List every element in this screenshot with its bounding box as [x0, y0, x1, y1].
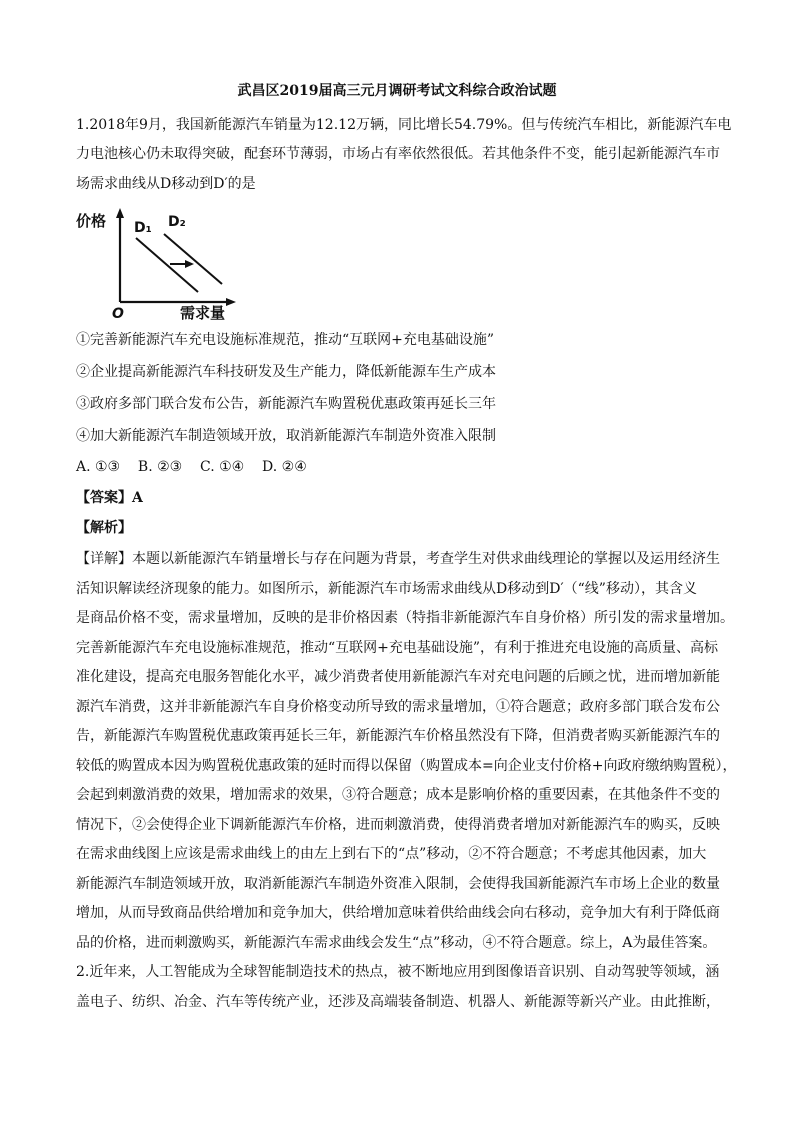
explanation-line: 告，新能源汽车购置税优惠政策再延长三年，新能源汽车价格虽然没有下降，但消费者购买新能源汽车的 — [76, 728, 720, 744]
explanation-line: 较低的购置成本因为购置税优惠政策的延时而得以保留（购置成本=向企业支付价格+向政府缴纳购置税）， — [76, 757, 737, 774]
analysis-label: 【解析】 — [76, 520, 132, 536]
y-axis-label: 价格 — [76, 212, 107, 230]
shift-arrow-head — [185, 260, 194, 268]
question-1-line-2: 力电池核心仍未取得突破，配套环节薄弱，市场占有率依然很低。若其他条件不变，能引起新能源汽车市 — [76, 146, 720, 162]
demand-curve-graph — [76, 206, 246, 321]
explanation-line: 会起到刺激消费的效果，增加需求的效果，③符合题意；成本是影响价格的重要因素，在其他条件不变的 — [76, 787, 720, 803]
curve-d2 — [164, 234, 222, 284]
curve-d1-label: D₁ — [134, 220, 152, 236]
curve-d2-label: D₂ — [168, 214, 186, 230]
option-1: ①完善新能源汽车充电设施标准规范，推动“互联网+充电基础设施” — [76, 332, 495, 348]
question-1-line-1: 1.2018年9月，我国新能源汽车销量为12.12万辆，同比增长54.79%。但与传统汽车相比，新能源汽车电 — [76, 117, 732, 133]
explanation-line: 【详解】本题以新能源汽车销量增长与存在问题为背景，考查学生对供求曲线理论的掌握以及运用经济生 — [76, 551, 720, 567]
explanation-line: 活知识解读经济现象的能力。如图所示，新能源汽车市场需求曲线从D移动到D′（“线”移动），其含义 — [76, 580, 697, 597]
answer-choices: A. ①③ B. ②③ C. ①④ D. ②④ — [76, 459, 307, 475]
explanation-line: 新能源汽车制造领域开放，取消新能源汽车制造外资准入限制，会使得我国新能源汽车市场上企业的数量 — [76, 875, 720, 892]
option-4: ④加大新能源汽车制造领域开放，取消新能源汽车制造外资准入限制 — [76, 428, 496, 444]
answer-label: 【答案】A — [76, 490, 143, 506]
option-3: ③政府多部门联合发布公告，新能源汽车购置税优惠政策再延长三年 — [76, 396, 496, 412]
document-title: 武昌区2019届高三元月调研考试文科综合政治试题 — [237, 83, 557, 99]
x-axis-label: 需求量 — [180, 304, 226, 321]
x-axis-arrow — [226, 298, 236, 306]
explanation-line: 增加，从而导致商品供给增加和竞争加大，供给增加意味着供给曲线会向右移动，竞争加大有利于降低商 — [76, 905, 720, 921]
explanation-line: 准化建设，提高充电服务智能化水平，减少消费者使用新能源汽车对充电问题的后顾之忧，进而增加新能 — [76, 669, 720, 685]
explanation-line: 完善新能源汽车充电设施标准规范，推动“互联网+充电基础设施”，有利于推进充电设施的高质量、高标 — [76, 639, 719, 656]
y-axis-arrow — [116, 208, 124, 218]
question-2-line: 盖电子、纺织、冶金、汽车等传统产业，还涉及高端装备制造、机器人、新能源等新兴产业。由此推断， — [76, 993, 720, 1010]
explanation-line: 情况下，②会使得企业下调新能源汽车价格，进而刺激消费，使得消费者增加对新能源汽车的购买，反映 — [76, 816, 720, 833]
explanation-line: 是商品价格不变，需求量增加，反映的是非价格因素（特指非新能源汽车自身价格）所引发的需求量增加。 — [76, 610, 734, 626]
explanation-line: 源汽车消费，这并非新能源汽车自身价格变动所导致的需求量增加，①符合题意；政府多部门联合发布公 — [76, 698, 720, 715]
explanation-line: 品的价格，进而刺激购买，新能源汽车需求曲线会发生“点”移动，④不符合题意。综上，A为最佳答案。 — [76, 934, 717, 951]
option-2: ②企业提高新能源汽车科技研发及生产能力，降低新能源车生产成本 — [76, 364, 496, 380]
question-2-line: 2.近年来，人工智能成为全球智能制造技术的热点，被不断地应用到图像语音识别、自动驾驶等领域，涵 — [76, 964, 720, 980]
question-1-line-3: 场需求曲线从D移动到D′的是 — [76, 176, 256, 192]
explanation-line: 在需求曲线图上应该是需求曲线上的由左上到右下的“点”移动，②不符合题意；不考虑其他因素，加大 — [76, 846, 707, 862]
explanation-paragraph — [76, 545, 737, 1017]
origin-label: O — [112, 306, 124, 321]
